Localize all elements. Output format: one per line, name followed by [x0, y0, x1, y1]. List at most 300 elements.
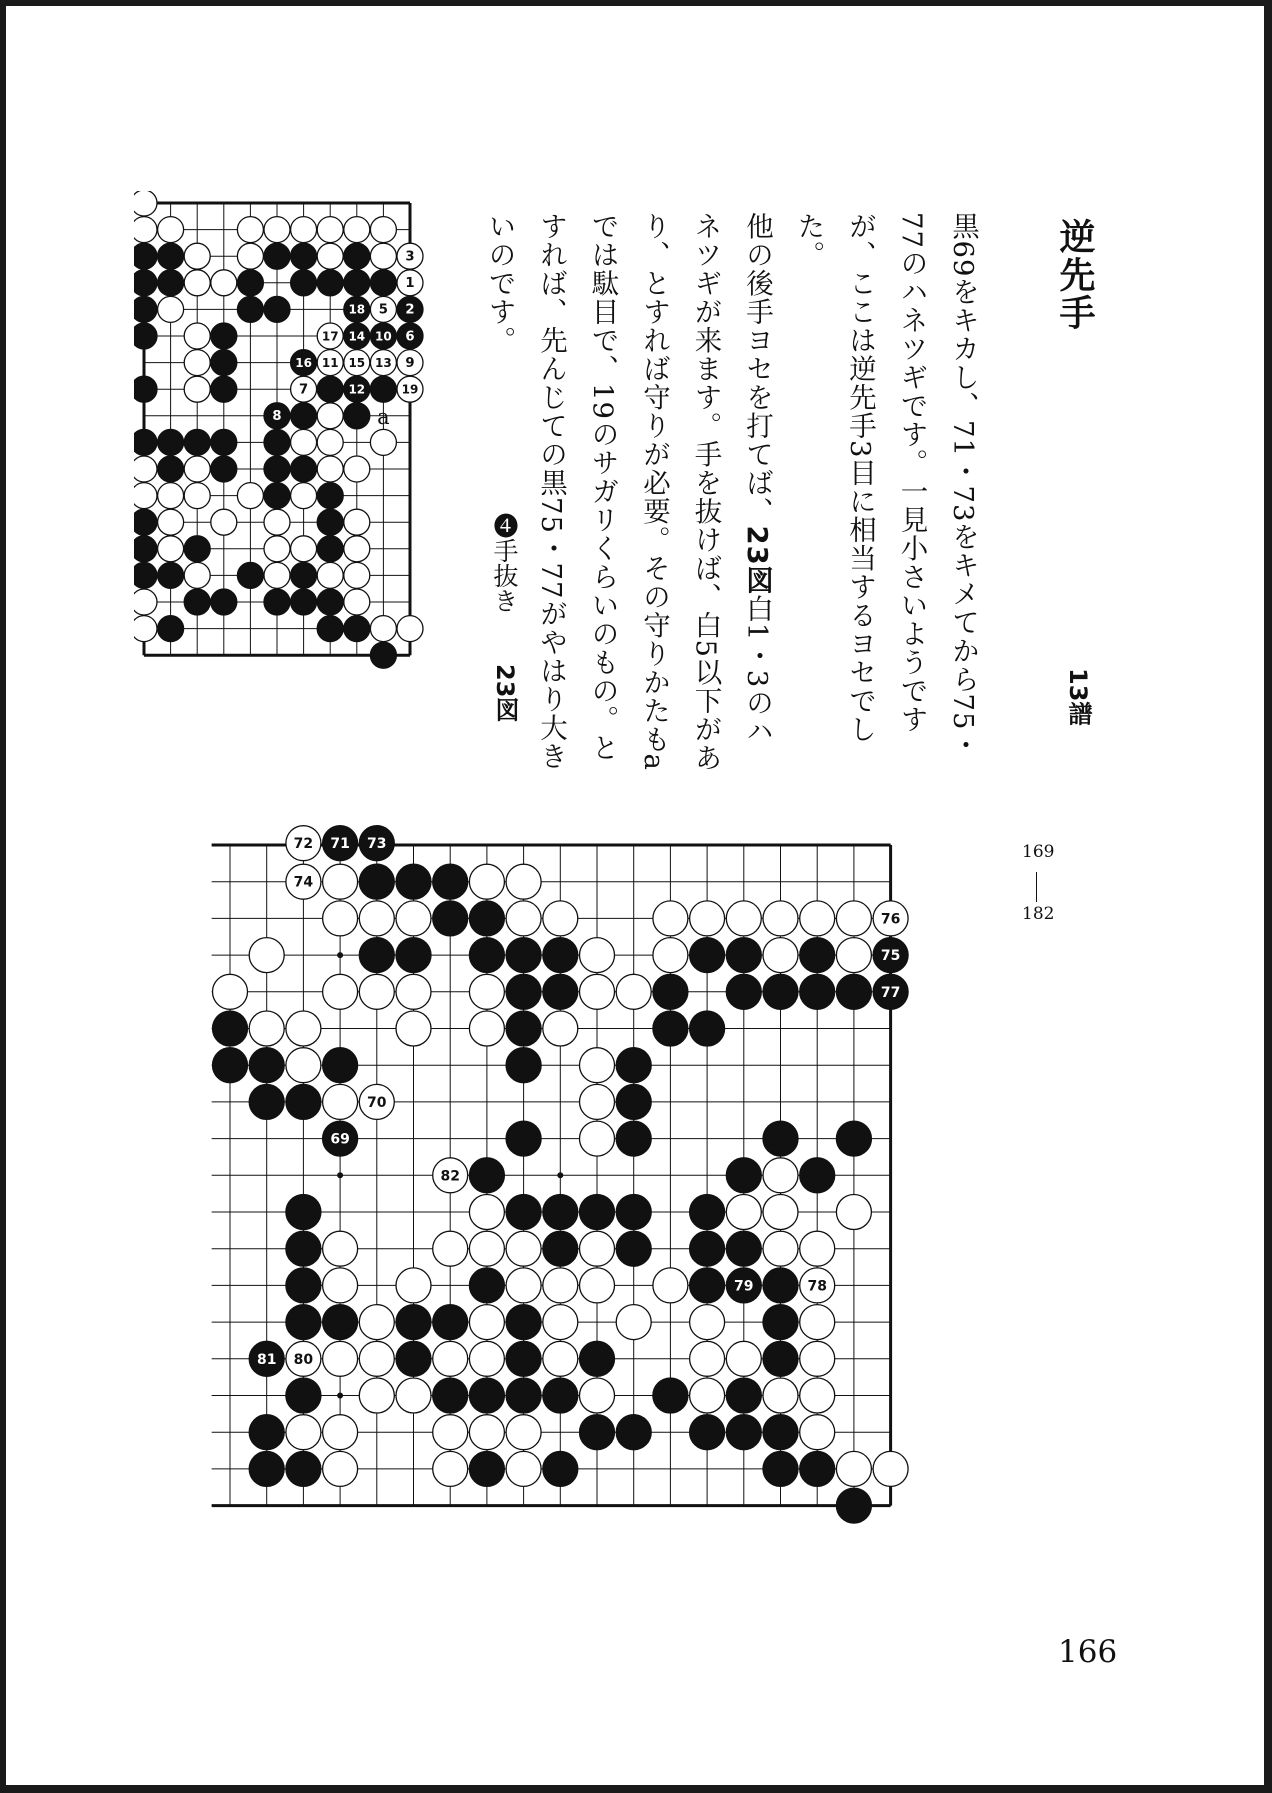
white-stone: [237, 243, 263, 269]
white-stone: [323, 1084, 358, 1119]
black-stone: [286, 1268, 321, 1303]
black-stone: [763, 1121, 798, 1156]
white-stone: [469, 1305, 504, 1340]
black-stone: [616, 1231, 651, 1266]
white-stone: [580, 974, 615, 1009]
black-stone: [211, 429, 237, 455]
move-number: 8: [272, 409, 282, 425]
white-stone: [291, 429, 317, 455]
move-range-divider: [1036, 872, 1037, 902]
white-stone: [506, 1268, 541, 1303]
black-stone: [323, 1048, 358, 1083]
move-number: 6: [405, 329, 415, 345]
black-stone: [543, 1195, 578, 1230]
white-stone: [543, 1268, 578, 1303]
black-stone: [291, 270, 317, 296]
black-stone: [249, 1048, 284, 1083]
black-stone: [317, 589, 343, 615]
white-stone: [134, 456, 157, 482]
white-stone: [469, 864, 504, 899]
black-stone: [580, 1195, 615, 1230]
white-stone: [249, 938, 284, 973]
black-stone: [396, 864, 431, 899]
black-stone: [158, 243, 184, 269]
black-stone: [291, 403, 317, 429]
black-stone: [469, 1378, 504, 1413]
white-stone: [800, 901, 835, 936]
black-stone: [506, 1305, 541, 1340]
black-stone: [286, 1305, 321, 1340]
white-stone: [653, 1268, 688, 1303]
white-stone: [359, 1341, 394, 1376]
white-stone: [323, 1268, 358, 1303]
move-number: 78: [807, 1278, 827, 1295]
white-stone: [323, 1451, 358, 1486]
white-stone: [873, 1451, 908, 1486]
black-stone: [344, 243, 370, 269]
paragraph-2-lead: 他の後手ヨセを打てば、: [741, 212, 773, 526]
move-number: 19: [401, 382, 419, 397]
hoshi-point: [557, 1172, 563, 1178]
black-stone: [264, 296, 290, 322]
white-stone: [184, 376, 210, 402]
black-stone: [506, 1378, 541, 1413]
white-stone: [396, 1011, 431, 1046]
white-stone: [323, 1231, 358, 1266]
white-stone: [726, 1341, 761, 1376]
black-stone: [726, 1158, 761, 1193]
move-number: 73: [367, 836, 387, 853]
black-stone: [543, 1451, 578, 1486]
white-stone: [800, 1231, 835, 1266]
black-stone: [370, 642, 396, 668]
black-stone: [134, 243, 157, 269]
black-stone: [543, 974, 578, 1009]
black-stone: [237, 270, 263, 296]
white-stone: [344, 456, 370, 482]
commentary-text: [473, 212, 988, 772]
black-stone: [543, 1231, 578, 1266]
black-stone: [237, 296, 263, 322]
white-stone: [616, 1305, 651, 1340]
stones: [134, 191, 423, 668]
black-stone: [134, 562, 157, 588]
move-number: 3: [405, 249, 415, 265]
white-stone: [800, 1378, 835, 1413]
white-stone: [726, 1195, 761, 1230]
black-stone: [543, 1378, 578, 1413]
black-stone: [506, 974, 541, 1009]
black-stone: [653, 1378, 688, 1413]
black-stone: [249, 1415, 284, 1450]
black-stone: [506, 1341, 541, 1376]
black-stone: [763, 1268, 798, 1303]
black-stone: [433, 901, 468, 936]
black-stone: [763, 1305, 798, 1340]
white-stone: [211, 509, 237, 535]
move-number: 77: [880, 984, 901, 1001]
black-stone: [291, 456, 317, 482]
black-stone: [264, 243, 290, 269]
move-number: 70: [367, 1094, 387, 1111]
black-stone: [317, 536, 343, 562]
black-stone: [763, 1451, 798, 1486]
white-stone: [763, 1195, 798, 1230]
black-stone: [158, 456, 184, 482]
move-number: 80: [293, 1351, 314, 1368]
black-stone: [323, 1305, 358, 1340]
white-stone: [763, 1378, 798, 1413]
white-stone: [469, 974, 504, 1009]
black-stone: [726, 1415, 761, 1450]
white-stone: [286, 1048, 321, 1083]
black-stone: [433, 864, 468, 899]
kifu-label: 13譜: [1064, 668, 1092, 726]
black-stone: [690, 1011, 725, 1046]
white-stone: [286, 1415, 321, 1450]
black-stone: [317, 483, 343, 509]
black-stone: [396, 1305, 431, 1340]
black-stone: [211, 589, 237, 615]
hoshi-point: [337, 1393, 343, 1399]
black-stone: [291, 562, 317, 588]
kifu-13-board: [210, 823, 1030, 1623]
black-stone: [317, 376, 343, 402]
black-stone: [800, 938, 835, 973]
white-stone: [506, 1231, 541, 1266]
white-stone: [359, 974, 394, 1009]
white-stone: [653, 901, 688, 936]
black-stone: [469, 938, 504, 973]
black-stone: [690, 1415, 725, 1450]
black-stone: [469, 1451, 504, 1486]
white-stone: [580, 938, 615, 973]
black-stone: [264, 589, 290, 615]
move-range-end: 182: [1022, 904, 1055, 924]
white-stone: [580, 1268, 615, 1303]
white-stone: [158, 483, 184, 509]
black-stone: [134, 270, 157, 296]
white-stone: [317, 429, 343, 455]
black-stone: [286, 1231, 321, 1266]
move-number: 72: [293, 836, 314, 853]
black-stone: [653, 974, 688, 1009]
white-stone: [317, 403, 343, 429]
white-stone: [317, 456, 343, 482]
black-stone: [213, 1011, 248, 1046]
black-stone: [690, 938, 725, 973]
black-stone: [158, 270, 184, 296]
paragraph-2-rest: 白1・3のハネツギが来ます。手を抜けば、白5以下があり、とすれば守りが必要。その守りかたもaでは駄目で、19のサガリくらいのもの。とすれば、先んじての黒75・77がやはり大きいのです。: [483, 212, 773, 772]
move-number: 2: [405, 302, 415, 318]
black-stone: [800, 974, 835, 1009]
move-number: 1: [405, 276, 415, 292]
white-stone: [134, 483, 157, 509]
white-stone: [359, 901, 394, 936]
white-stone: [690, 1378, 725, 1413]
white-stone: [370, 243, 396, 269]
white-stone: [763, 1158, 798, 1193]
white-stone: [237, 217, 263, 243]
figure-caption: ❹手抜き: [490, 513, 519, 613]
black-stone: [134, 376, 157, 402]
black-stone: [690, 1231, 725, 1266]
white-stone: [800, 1415, 835, 1450]
white-stone: [580, 1048, 615, 1083]
black-stone: [469, 1268, 504, 1303]
black-stone: [763, 974, 798, 1009]
white-stone: [836, 1195, 871, 1230]
black-stone: [690, 1268, 725, 1303]
white-stone: [213, 974, 248, 1009]
move-number: 82: [440, 1168, 460, 1185]
black-stone: [433, 1378, 468, 1413]
white-stone: [763, 901, 798, 936]
black-stone: [616, 1121, 651, 1156]
move-number: 11: [321, 355, 339, 370]
white-stone: [506, 1415, 541, 1450]
white-stone: [763, 1231, 798, 1266]
white-stone: [184, 270, 210, 296]
black-stone: [211, 456, 237, 482]
black-stone: [249, 1451, 284, 1486]
white-stone: [800, 1305, 835, 1340]
black-stone: [317, 509, 343, 535]
point-label-a: a: [377, 404, 390, 429]
white-stone: [344, 562, 370, 588]
white-stone: [323, 974, 358, 1009]
black-stone: [317, 616, 343, 642]
white-stone: [433, 1231, 468, 1266]
white-stone: [291, 536, 317, 562]
black-stone: [359, 938, 394, 973]
black-stone: [264, 456, 290, 482]
move-number: 76: [880, 911, 901, 928]
black-stone: [616, 1195, 651, 1230]
black-stone: [726, 938, 761, 973]
white-stone: [763, 938, 798, 973]
white-stone: [370, 616, 396, 642]
white-stone: [543, 901, 578, 936]
white-stone: [184, 456, 210, 482]
black-stone: [836, 1488, 871, 1523]
white-stone: [323, 901, 358, 936]
white-stone: [323, 1415, 358, 1450]
white-stone: [158, 509, 184, 535]
section-title: 逆先手: [1054, 218, 1095, 332]
white-stone: [396, 901, 431, 936]
black-stone: [134, 296, 157, 322]
white-stone: [323, 1341, 358, 1376]
black-stone: [800, 1158, 835, 1193]
white-stone: [616, 974, 651, 1009]
black-stone: [580, 1415, 615, 1450]
black-stone: [286, 1084, 321, 1119]
white-stone: [397, 616, 423, 642]
white-stone: [433, 1415, 468, 1450]
white-stone: [184, 562, 210, 588]
black-stone: [211, 350, 237, 376]
white-stone: [158, 536, 184, 562]
paragraph-1: 黒69をキカし、71・73をキメてから75・77のハネツギです。一見小さいようですが、ここは逆先手3目に相当するヨセでした。: [792, 212, 979, 759]
white-stone: [134, 191, 157, 216]
white-stone: [264, 217, 290, 243]
white-stone: [506, 901, 541, 936]
move-number: 10: [375, 329, 392, 344]
white-stone: [158, 217, 184, 243]
black-stone: [317, 270, 343, 296]
black-stone: [184, 536, 210, 562]
black-stone: [506, 1121, 541, 1156]
move-number: 17: [321, 329, 339, 344]
black-stone: [134, 323, 157, 349]
white-stone: [237, 483, 263, 509]
move-number: 15: [348, 355, 366, 370]
move-number: 9: [405, 355, 415, 371]
white-stone: [690, 1305, 725, 1340]
black-stone: [237, 562, 263, 588]
black-stone: [134, 429, 157, 455]
white-stone: [396, 1378, 431, 1413]
white-stone: [836, 901, 871, 936]
white-stone: [469, 1415, 504, 1450]
black-stone: [396, 938, 431, 973]
black-stone: [836, 974, 871, 1009]
hoshi-point: [337, 952, 343, 958]
black-stone: [506, 938, 541, 973]
black-stone: [763, 1341, 798, 1376]
white-stone: [469, 1341, 504, 1376]
white-stone: [370, 429, 396, 455]
white-stone: [134, 616, 157, 642]
black-stone: [264, 429, 290, 455]
move-number: 81: [256, 1351, 277, 1368]
white-stone: [184, 243, 210, 269]
hoshi-point: [337, 1172, 343, 1178]
black-stone: [291, 589, 317, 615]
black-stone: [616, 1084, 651, 1119]
black-stone: [469, 901, 504, 936]
white-stone: [134, 217, 157, 243]
black-stone: [580, 1341, 615, 1376]
white-stone: [184, 483, 210, 509]
black-stone: [213, 1048, 248, 1083]
white-stone: [506, 1451, 541, 1486]
black-stone: [344, 270, 370, 296]
black-stone: [396, 1341, 431, 1376]
move-range-start: 169: [1022, 842, 1055, 862]
white-stone: [323, 864, 358, 899]
white-stone: [836, 1451, 871, 1486]
white-stone: [317, 562, 343, 588]
black-stone: [506, 1048, 541, 1083]
white-stone: [396, 1268, 431, 1303]
white-stone: [506, 864, 541, 899]
white-stone: [580, 1121, 615, 1156]
black-stone: [726, 1231, 761, 1266]
black-stone: [653, 1011, 688, 1046]
white-stone: [286, 1011, 321, 1046]
white-stone: [359, 1305, 394, 1340]
white-stone: [158, 296, 184, 322]
move-number: 12: [348, 382, 366, 397]
black-stone: [184, 429, 210, 455]
move-number: 5: [378, 302, 388, 318]
white-stone: [580, 1084, 615, 1119]
move-number: 14: [348, 329, 366, 344]
black-stone: [616, 1048, 651, 1083]
white-stone: [580, 1231, 615, 1266]
page-number: 166: [1058, 1634, 1118, 1670]
black-stone: [158, 429, 184, 455]
white-stone: [264, 562, 290, 588]
move-number: 7: [299, 382, 309, 398]
move-number: 74: [293, 874, 314, 891]
black-stone: [506, 1195, 541, 1230]
black-stone: [158, 616, 184, 642]
white-stone: [344, 509, 370, 535]
move-number: 71: [330, 836, 350, 853]
white-stone: [317, 243, 343, 269]
move-number: 75: [880, 948, 901, 965]
black-stone: [370, 376, 396, 402]
black-stone: [800, 1451, 835, 1486]
white-stone: [580, 1378, 615, 1413]
black-stone: [543, 938, 578, 973]
book-page: [6, 6, 1264, 1785]
white-stone: [184, 323, 210, 349]
black-stone: [344, 403, 370, 429]
black-stone: [469, 1158, 504, 1193]
white-stone: [543, 1011, 578, 1046]
figure-reference: 23図: [741, 525, 773, 595]
white-stone: [726, 901, 761, 936]
white-stone: [653, 938, 688, 973]
white-stone: [264, 536, 290, 562]
white-stone: [396, 974, 431, 1009]
black-stone: [370, 270, 396, 296]
black-stone: [158, 562, 184, 588]
black-stone: [286, 1451, 321, 1486]
move-range: [1022, 842, 1055, 944]
black-stone: [291, 243, 317, 269]
white-stone: [836, 938, 871, 973]
move-number: 16: [295, 355, 312, 370]
white-stone: [211, 270, 237, 296]
white-stone: [800, 1341, 835, 1376]
white-stone: [291, 483, 317, 509]
move-number: 18: [348, 302, 366, 317]
move-number: 13: [375, 355, 392, 370]
white-stone: [344, 217, 370, 243]
black-stone: [286, 1195, 321, 1230]
move-number: 69: [330, 1131, 350, 1148]
black-stone: [134, 536, 157, 562]
white-stone: [359, 1378, 394, 1413]
black-stone: [134, 509, 157, 535]
black-stone: [836, 1121, 871, 1156]
white-stone: [469, 1231, 504, 1266]
black-stone: [286, 1378, 321, 1413]
black-stone: [506, 1011, 541, 1046]
white-stone: [317, 217, 343, 243]
move-number: 79: [734, 1278, 754, 1295]
white-stone: [134, 589, 157, 615]
white-stone: [543, 1305, 578, 1340]
white-stone: [469, 1011, 504, 1046]
white-stone: [690, 901, 725, 936]
black-stone: [616, 1415, 651, 1450]
